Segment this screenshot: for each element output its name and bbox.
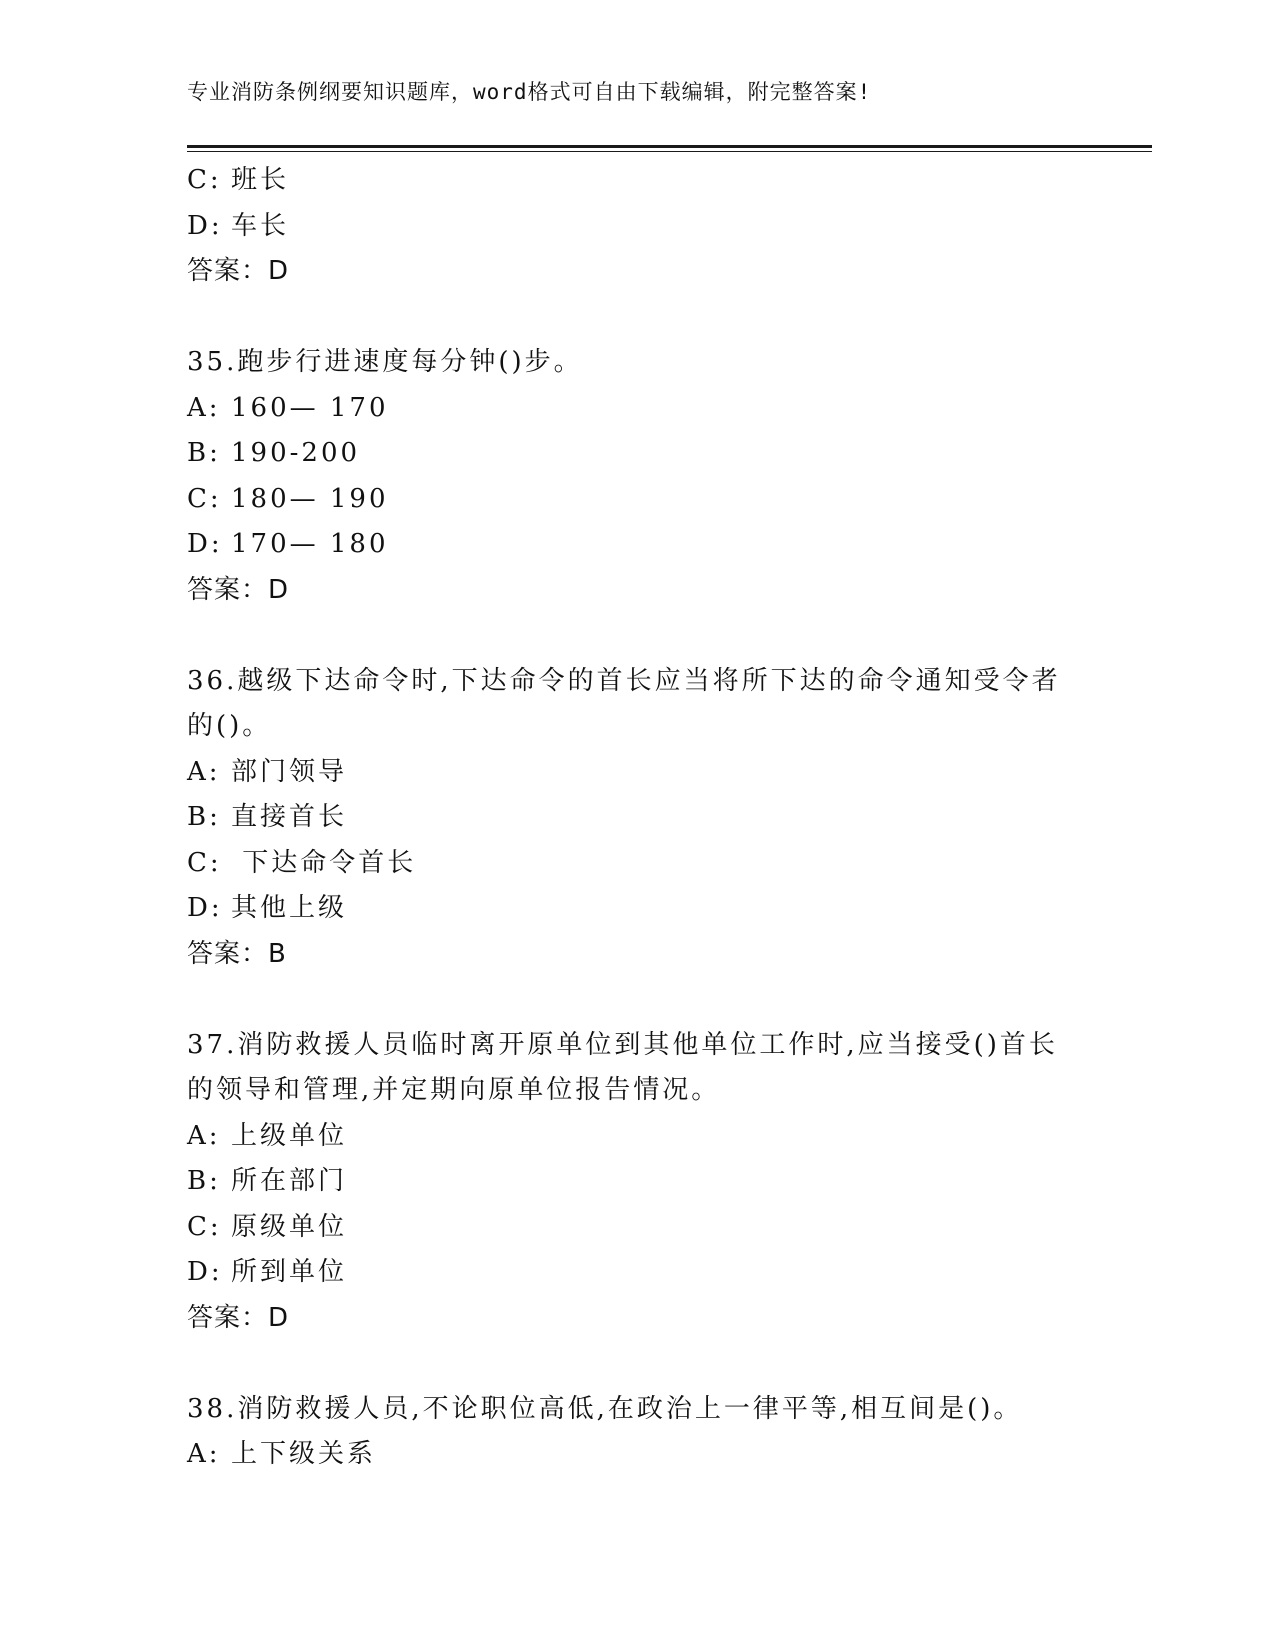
header-rule-thick xyxy=(187,145,1152,148)
option-line xyxy=(187,1432,1087,1478)
option-text: 上下级关系 xyxy=(231,1439,377,1469)
option-letter: C: xyxy=(187,483,222,514)
option-letter: A: xyxy=(187,1439,221,1469)
option-letter: D: xyxy=(187,210,223,241)
option-line xyxy=(187,386,1087,432)
spacer xyxy=(187,613,1087,659)
option-text: 180— 190 xyxy=(231,483,389,514)
option-line xyxy=(187,795,1087,841)
option-letter: A: xyxy=(187,756,221,787)
option-line xyxy=(187,1205,1087,1251)
option-line xyxy=(187,158,1087,204)
answer-line: 答案：D xyxy=(187,574,290,605)
option-line xyxy=(187,204,1087,250)
option-text: 下达命令首长 xyxy=(231,847,417,878)
spacer xyxy=(187,977,1087,1023)
option-line xyxy=(187,1159,1087,1205)
option-line xyxy=(187,522,1087,568)
question-stem: 36.越级下达命令时,下达命令的首长应当将所下达的命令通知受令者 xyxy=(187,665,1061,696)
option-text: 直接首长 xyxy=(231,802,348,832)
option-letter: D: xyxy=(187,529,223,559)
option-text: 上级单位 xyxy=(231,1120,348,1151)
option-text: 160— 170 xyxy=(231,392,389,423)
option-line xyxy=(187,477,1087,523)
option-line xyxy=(187,841,1087,887)
header-rule-thin xyxy=(187,151,1152,152)
question-stem-continued: 的()。 xyxy=(187,711,272,741)
option-line xyxy=(187,431,1087,477)
option-text: 部门领导 xyxy=(231,756,348,787)
option-text: 190-200 xyxy=(231,438,361,468)
option-letter: A: xyxy=(187,392,221,423)
option-line xyxy=(187,1250,1087,1296)
question-content xyxy=(187,158,1087,1478)
option-text: 170— 180 xyxy=(231,529,389,559)
question-stem: 35.跑步行进速度每分钟()步。 xyxy=(187,347,583,377)
option-line xyxy=(187,886,1087,932)
answer-line: 答案：D xyxy=(187,256,290,286)
option-letter: D: xyxy=(187,893,223,923)
option-text: 所在部门 xyxy=(231,1166,348,1196)
option-line xyxy=(187,1114,1087,1160)
answer-line: 答案：D xyxy=(187,1302,290,1333)
option-line xyxy=(187,750,1087,796)
option-text: 车长 xyxy=(231,210,290,241)
spacer xyxy=(187,1341,1087,1387)
question-stem: 38.消防救援人员,不论职位高低,在政治上一律平等,相互间是()。 xyxy=(187,1393,1023,1424)
answer-line: 答案：B xyxy=(187,938,287,969)
option-letter: B: xyxy=(187,1166,221,1196)
option-letter: C: xyxy=(187,1211,222,1242)
option-text: 其他上级 xyxy=(231,893,348,923)
spacer xyxy=(187,295,1087,341)
option-letter: C: xyxy=(187,165,222,195)
option-letter: D: xyxy=(187,1257,223,1287)
option-text: 原级单位 xyxy=(231,1211,348,1242)
option-letter: C: xyxy=(187,847,222,878)
question-stem: 37.消防救援人员临时离开原单位到其他单位工作时,应当接受()首长 xyxy=(187,1029,1058,1060)
option-letter: B: xyxy=(187,802,221,832)
question-stem-continued: 的领导和管理,并定期向原单位报告情况。 xyxy=(187,1075,721,1105)
page-header-text: 专业消防条例纲要知识题库，word格式可自由下载编辑，附完整答案! xyxy=(187,80,872,104)
option-letter: A: xyxy=(187,1120,221,1151)
option-text: 所到单位 xyxy=(231,1257,348,1287)
option-text: 班长 xyxy=(231,165,290,195)
option-letter: B: xyxy=(187,438,221,468)
